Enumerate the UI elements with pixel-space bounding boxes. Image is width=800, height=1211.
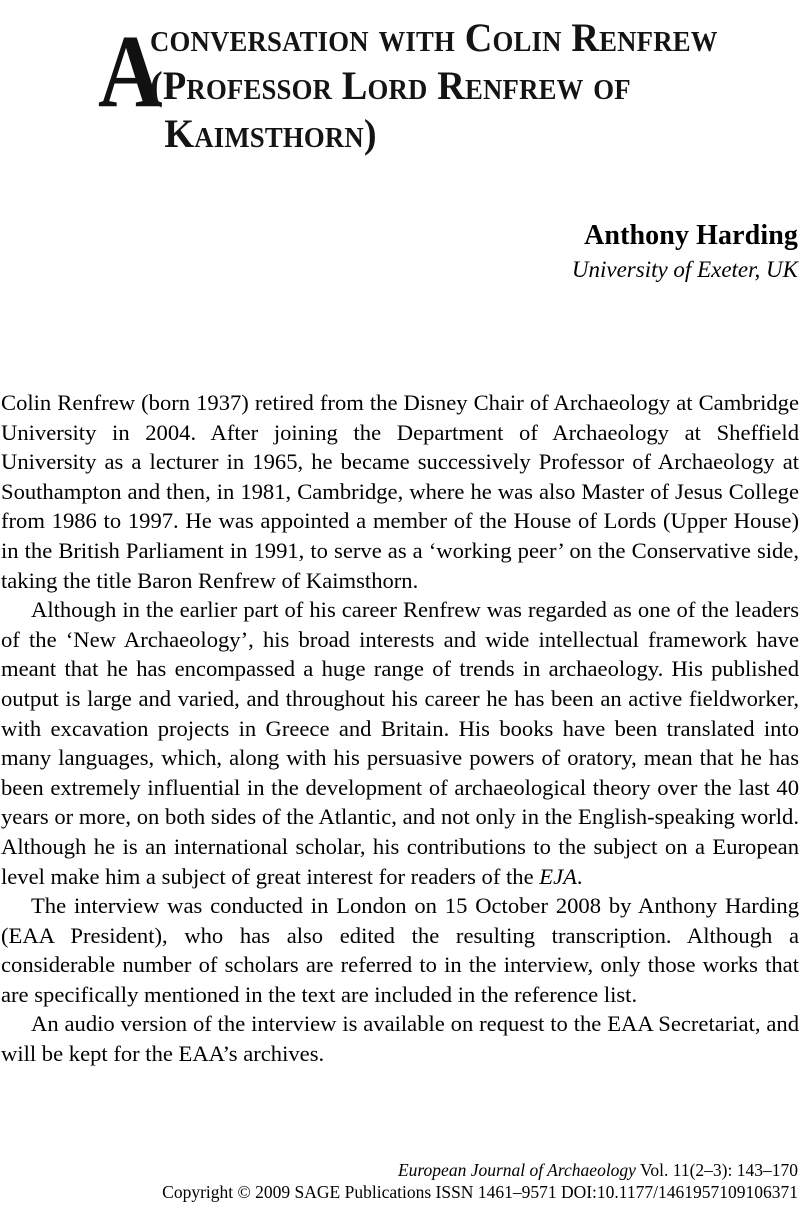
author-block bbox=[198, 219, 798, 285]
title-text-lines bbox=[150, 14, 800, 158]
footer-copyright-line: Copyright © 2009 SAGE Publications ISSN 1461–9571 DOI:10.1177/1461957109106371 bbox=[162, 1182, 798, 1202]
author-name: Anthony Harding bbox=[584, 220, 798, 251]
body-paragraph-1: Colin Renfrew (born 1937) retired from the Disney Chair of Archaeology at Cambridge University in 2004. After joining the Department of Archaeology at Sheffield University as a lecturer in 1965, he became successively Professor of Archaeology at Southampton and then, in 1981, Cambridge, where he was also Master of Jesus College from 1986 to 1997. He was appointed a member of the House of Lords (Upper House) in the British Parliament in 1991, to serve as a ‘working peer’ on the Conservative side, taking the title Baron Renfrew of Kaimsthorn. bbox=[1, 390, 799, 593]
article-body bbox=[1, 388, 799, 1069]
author-affiliation: University of Exeter, UK bbox=[571, 257, 798, 282]
body-paragraph-2 bbox=[1, 595, 799, 891]
body-paragraph-3: The interview was conducted in London on 15 October 2008 by Anthony Harding (EAA President), who has also edited the resulting transcription. Although a considerable number of scholars are referred to in the interview, only those works that are specifically mentioned in the text are included in the reference list. bbox=[1, 893, 799, 1007]
title-line-3: Kaimsthorn) bbox=[164, 111, 377, 156]
journal-abbrev-italic: EJA bbox=[539, 863, 577, 889]
footer-citation-line bbox=[0, 1159, 798, 1181]
title-line-1: conversation with Colin Renfrew bbox=[150, 15, 718, 60]
body-paragraph-4: An audio version of the interview is available on request to the EAA Secretariat, and will be kept for the EAA’s archives. bbox=[1, 1011, 799, 1067]
title-drop-cap: A bbox=[98, 14, 161, 129]
page-footer bbox=[0, 1159, 798, 1203]
body-paragraph-2-text: Although in the earlier part of his career Renfrew was regarded as one of the leaders of the ‘New Archaeology’, his broad interests and wide intellectual framework have meant that he has encompassed a huge range of trends in archaeology. His published output is large and varied, and throughout his career he has been an active fieldworker, with excavation projects in Greece and Britain. His books have been translated into many languages, which, along with his persuasive powers of oratory, mean that he has been extremely influential in the development of archaeological theory over the last 40 years or more, on both sides of the Atlantic, and not only in the English-speaking world. Although he is an international scholar, his contributions to the subject on a European level make him a subject of great interest for readers of the bbox=[1, 597, 799, 889]
title-line-2: (Professor Lord Renfrew of bbox=[150, 63, 631, 108]
body-paragraph-2-tail: . bbox=[576, 863, 583, 889]
footer-journal-name: European Journal of Archaeology bbox=[397, 1160, 636, 1180]
article-title-block bbox=[0, 14, 800, 189]
footer-volume-pages: Vol. 11(2–3): 143–170 bbox=[635, 1160, 798, 1180]
